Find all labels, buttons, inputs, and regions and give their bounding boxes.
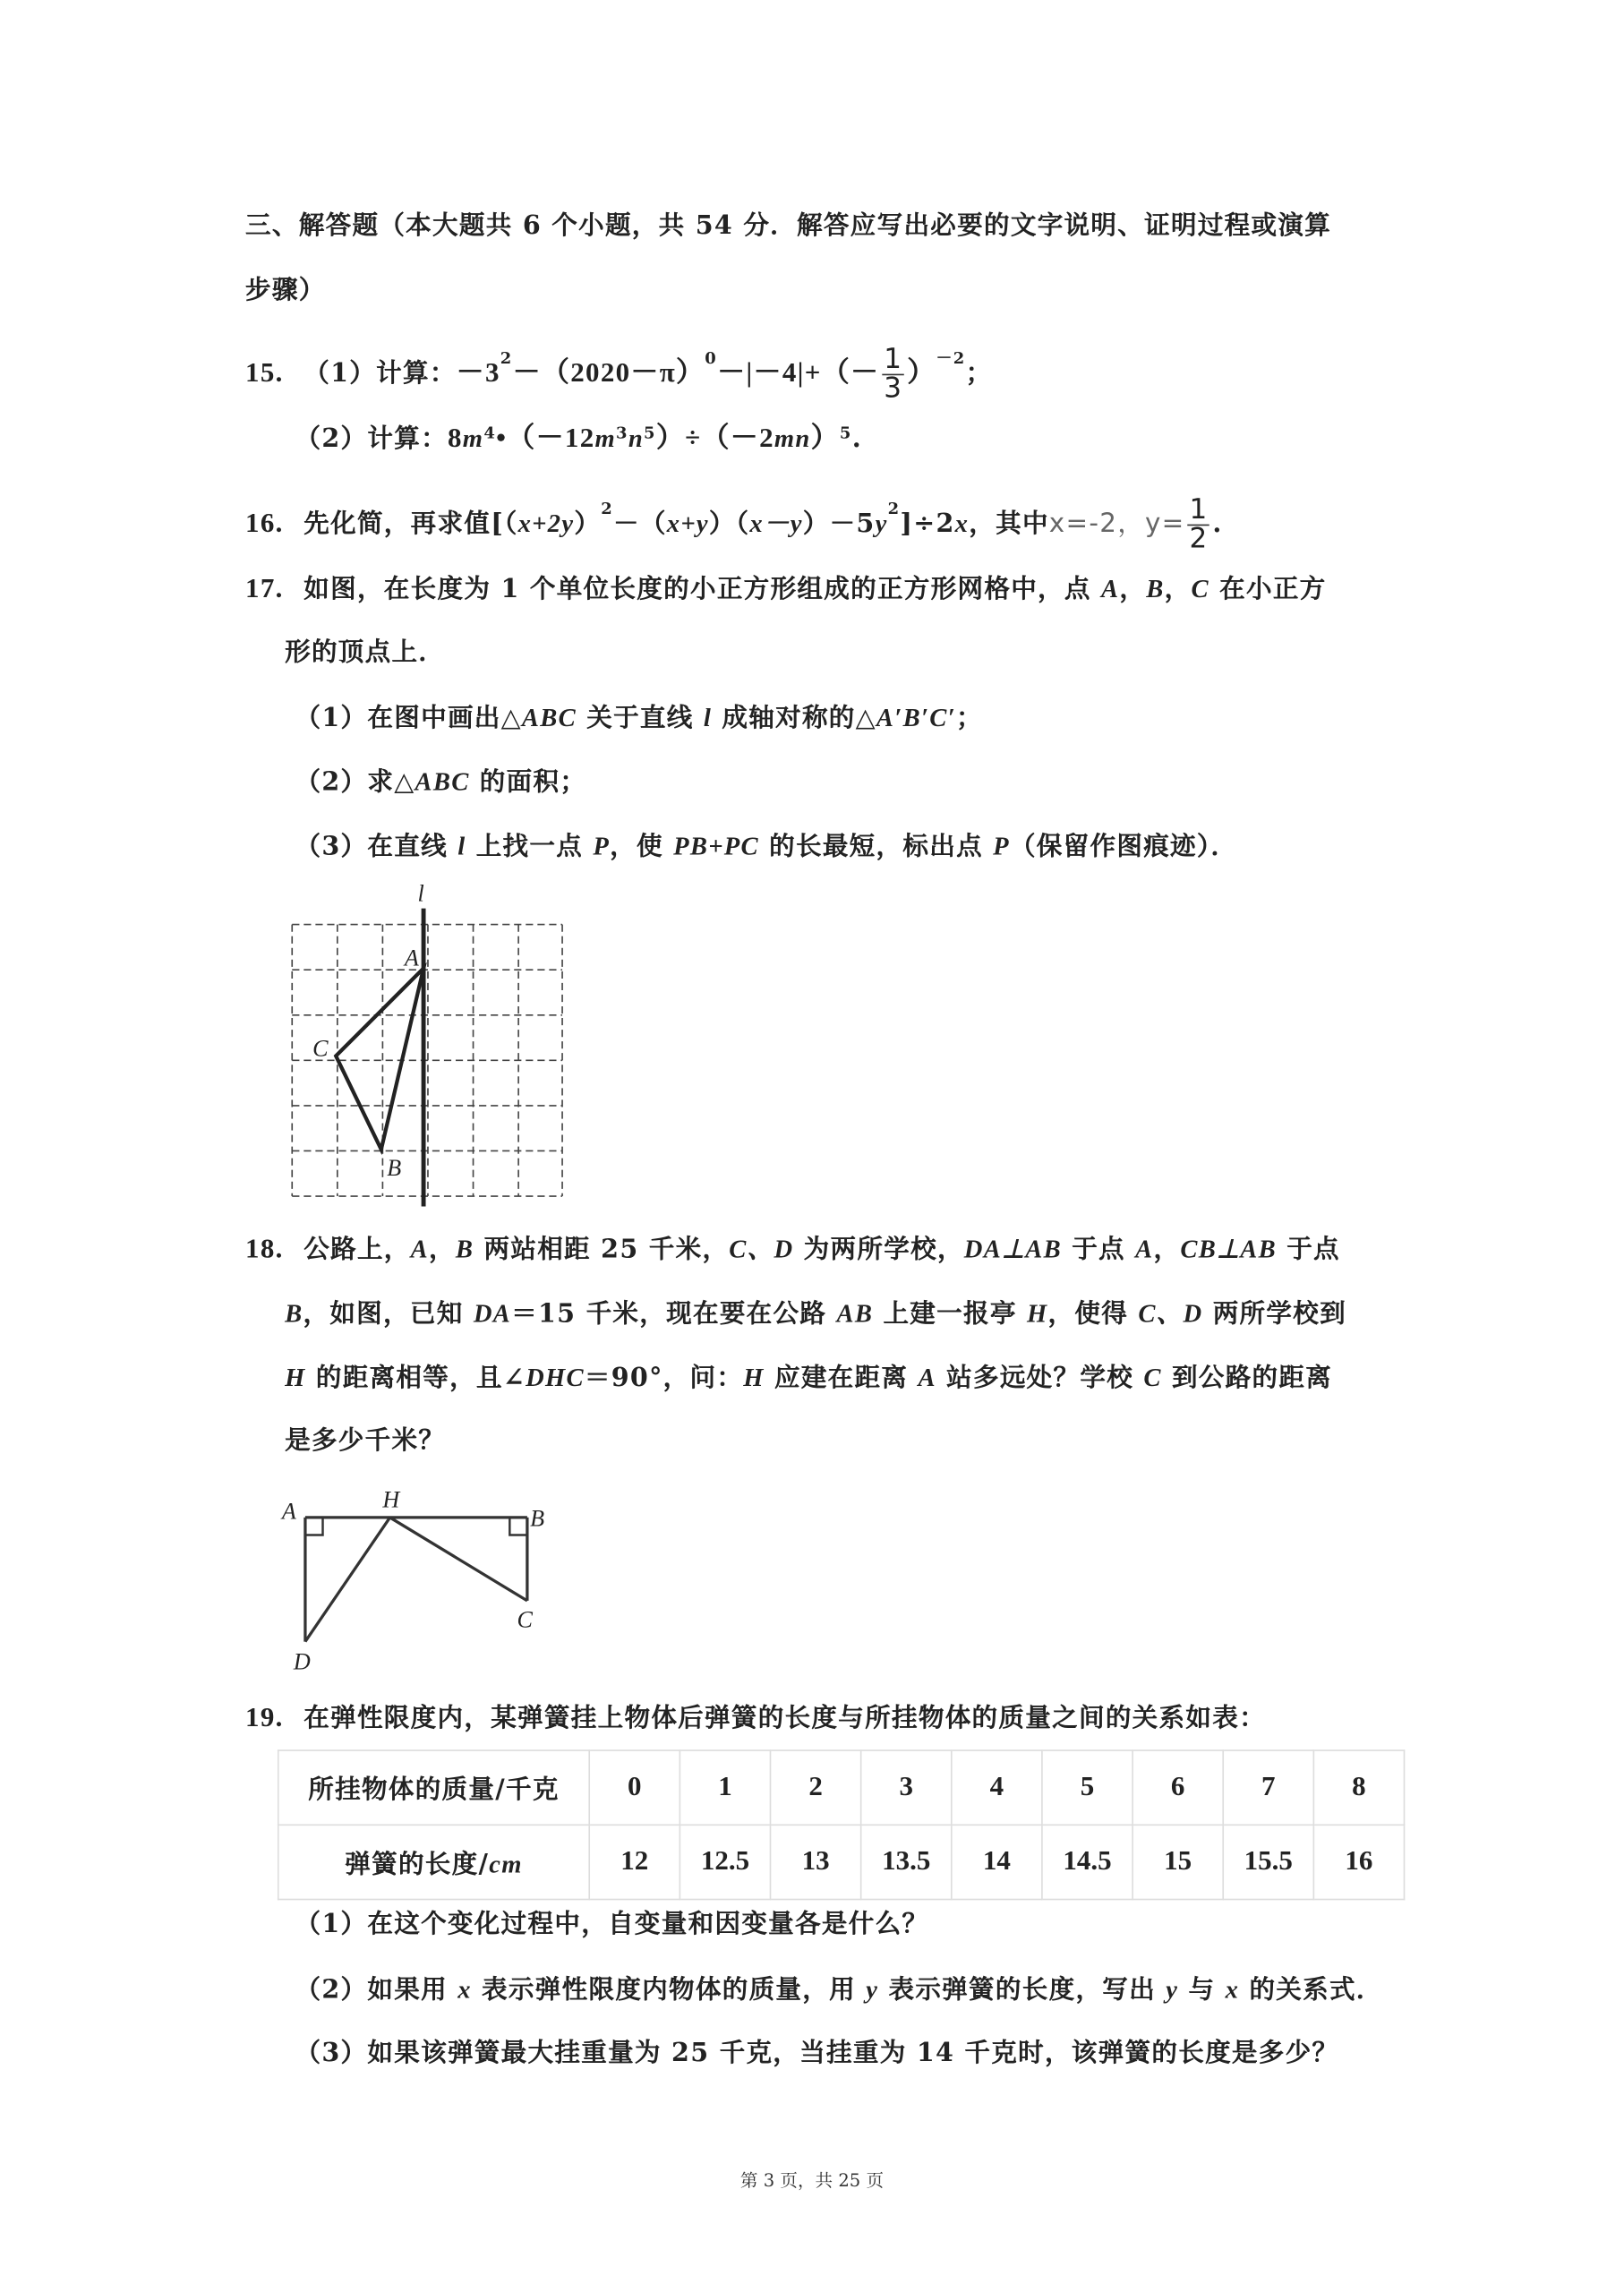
table-cell: 3: [861, 1750, 952, 1825]
q18-line4: 是多少千米？: [285, 1426, 446, 1457]
section-title: 三、解答题（本大题共 6 个小题，共 54 分．解答应写出必要的文字说明、证明过程或演算: [245, 211, 1332, 242]
table-cell: 8: [1313, 1750, 1404, 1825]
table-cell: 13: [771, 1825, 861, 1899]
q18-line3: H 的距离相等，且∠DHC＝90°，问：H 应建在距离 A 站多远处？学校 C 到公路的距离: [285, 1363, 1333, 1394]
table-cell: 5: [1042, 1750, 1133, 1825]
q15-part2: （2）计算：$8m^4•(-12m^3n^5)\div(-2mn)^5$.: [295, 423, 863, 455]
label-B: B: [387, 1155, 402, 1182]
table-cell: 4: [952, 1750, 1042, 1825]
row-header-mass: 所挂物体的质量/千克: [278, 1750, 589, 1825]
row-header-length: 弹簧的长度/cm: [278, 1825, 589, 1899]
section-title-cont: 步骤）: [245, 276, 326, 305]
q18-line2: B，如图，已知 DA＝15 千米，现在要在公路 AB 上建一报亭 H，使得 C、D 两所学校到: [285, 1298, 1346, 1330]
table-cell: 13.5: [861, 1825, 952, 1899]
table-row: [278, 1750, 1405, 1825]
label-H: H: [382, 1486, 400, 1513]
table-cell: 7: [1223, 1750, 1313, 1825]
q17-sub2: （2）求△ABC 的面积；: [295, 766, 587, 798]
table-cell: 16: [1313, 1825, 1404, 1899]
q19-sub2: （2）如果用 x 表示弹性限度内物体的质量，用 y 表示弹簧的长度，写出 y 与 x 的关系式．: [295, 1974, 1383, 2006]
fraction: $\frac{1}{3}$: [884, 343, 903, 405]
page-footer: 第 3 页，共 25 页: [739, 2170, 885, 2191]
label-l: l: [417, 880, 424, 907]
q16-text: 16. 先化简，再求值$[(x+2y)^2-(x+y)(x-y)-5y^2]\div 2x$，其中x=-2，y= $\frac{1}{2}$ .: [245, 493, 1223, 555]
table-cell: 1: [680, 1750, 770, 1825]
label-B: B: [530, 1505, 545, 1532]
q18-line1: 18. 公路上，A，B 两站相距 25 千米，C、D 为两所学校，DA⊥AB 于点 A，CB⊥AB 于点: [245, 1234, 1340, 1265]
spring-table: [278, 1749, 1405, 1900]
q17-sub3: （3）在直线 l 上找一点 P，使 PB+PC 的长最短，标出点 P（保留作图痕迹）．: [295, 831, 1238, 862]
label-A: A: [404, 945, 419, 971]
q15-part1: 15. （1）计算：$-3^2-(2020-\pi)^0-|-4|+(-$ $\frac{1}{3}$ ）$^{-2}$；: [245, 343, 993, 405]
q19-sub3: （3）如果该弹簧最大挂重量为 25 千克，当挂重为 14 千克时，该弹簧的长度是多少？: [295, 2039, 1339, 2068]
table-cell: 14.5: [1042, 1825, 1133, 1899]
table-cell: 14: [952, 1825, 1042, 1899]
label-D: D: [293, 1648, 311, 1675]
label-A: A: [281, 1498, 296, 1525]
q19-sub1: （1）在这个变化过程中，自变量和因变量各是什么？: [295, 1910, 929, 1940]
table-cell: 0: [589, 1750, 680, 1825]
table-cell: 2: [771, 1750, 861, 1825]
fraction: $\frac{1}{2}$: [1189, 493, 1209, 555]
table-cell: 12: [589, 1825, 680, 1899]
q19-intro: 19. 在弹性限度内，某弹簧挂上物体后弹簧的长度与所挂物体的质量之间的关系如表：: [245, 1703, 1266, 1734]
table-row: [278, 1825, 1405, 1899]
table-cell: 12.5: [680, 1825, 770, 1899]
label-C: C: [517, 1606, 533, 1633]
q17-sub1: （1）在图中画出△ABC 关于直线 l 成轴对称的△A′B′C′；: [295, 702, 983, 733]
table-cell: 15: [1133, 1825, 1223, 1899]
q17-line2: 形的顶点上．: [285, 637, 446, 668]
table-cell: 6: [1133, 1750, 1223, 1825]
table-cell: 15.5: [1223, 1825, 1313, 1899]
q17-line1: 17. 如图，在长度为 1 个单位长度的小正方形组成的正方形网格中，点 A，B，C 在小正方: [245, 574, 1327, 605]
label-C: C: [312, 1035, 329, 1062]
